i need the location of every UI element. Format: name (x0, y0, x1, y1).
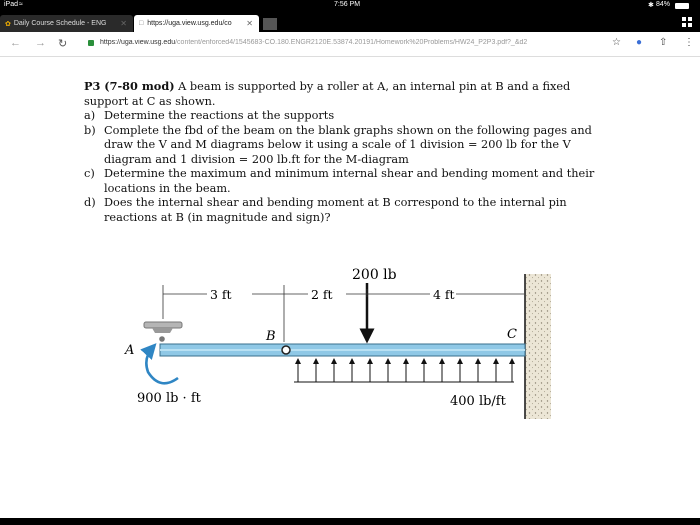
distributed-load-label: 400 lb/ft (450, 394, 506, 409)
beam-figure (0, 57, 700, 518)
pin-b (282, 346, 290, 354)
document-icon: □ (139, 20, 144, 27)
label-a: A (125, 343, 135, 358)
dim-2ft: 2 ft (311, 287, 333, 302)
problem-statement: A beam is supported by a roller at A, an internal pin at B and a fixed support at C as shown. (84, 80, 571, 108)
point-load-label: 200 lb (352, 267, 397, 283)
microphone-icon[interactable]: ● (636, 37, 643, 48)
star-icon[interactable]: ☆ (612, 37, 621, 48)
task-text: Determine the maximum and minimum internal shear and bending moment and their locations in the beam. (104, 167, 595, 195)
dim-3ft: 3 ft (210, 287, 232, 302)
tab-title: Daily Course Schedule - ENG (13, 20, 107, 27)
label-b: B (266, 329, 276, 344)
task-label: a) (84, 109, 96, 122)
tab-strip (0, 12, 700, 32)
new-tab-button[interactable] (263, 18, 277, 30)
url-field[interactable] (100, 39, 620, 46)
task-text: Complete the fbd of the beam on the blank graphs shown on the following pages and draw the V and M diagrams below it using a scale of 1 division = 200 lb for the V diagram and 1 division = 200 lb.ft for the M-diagram (104, 123, 592, 166)
problem-label: P3 (7-80 mod) (84, 79, 175, 93)
tab-daily-schedule[interactable] (0, 15, 133, 32)
battery-percent: 84% (656, 1, 671, 8)
wifi-icon: ≈ (19, 1, 23, 8)
roller-support (144, 322, 182, 328)
status-bar (0, 0, 700, 12)
close-icon[interactable]: ✕ (120, 19, 127, 28)
roller-base (152, 328, 173, 333)
distributed-load (294, 359, 514, 382)
pdf-viewport (0, 57, 700, 518)
share-icon[interactable]: ⇧ (659, 37, 668, 48)
url-domain: https://uga.view.usg.edu (100, 39, 176, 46)
task-label: c) (84, 167, 95, 180)
task-label: b) (84, 123, 96, 137)
url-path: /content/enforced4/1545683-CO.180.ENGR2120E.53874.20191/Homework%20Problems/HW24_P2P3.pdf?_&d2 (175, 39, 528, 46)
lock-icon (88, 40, 94, 46)
address-bar (0, 32, 700, 57)
forward-icon[interactable]: → (35, 37, 46, 49)
moment-label: 900 lb · ft (137, 391, 201, 406)
device-name: iPad (4, 1, 19, 8)
roller-wheel (159, 336, 165, 342)
task-text: Does the internal shear and bending moment at B correspond to the internal pin reactions at B (in magnitude and sign)? (104, 196, 567, 224)
tab-pdf[interactable] (134, 15, 259, 32)
dim-4ft: 4 ft (433, 287, 455, 302)
favicon-icon: ✿ (5, 20, 11, 28)
reload-icon[interactable]: ↻ (58, 38, 68, 50)
back-icon[interactable]: ← (10, 37, 21, 49)
task-label: d) (84, 196, 96, 209)
bottom-bar (0, 518, 700, 525)
task-text: Determine the reactions at the supports (104, 109, 335, 122)
bluetooth-icon: ✱ (648, 2, 654, 9)
menu-icon[interactable]: ⋮ (684, 37, 694, 48)
battery-icon (675, 3, 689, 9)
clock: 7:56 PM (334, 1, 361, 8)
tab-overview-icon[interactable] (682, 17, 692, 27)
close-icon[interactable]: ✕ (246, 19, 253, 28)
label-c: C (507, 327, 517, 342)
fixed-wall (525, 274, 551, 419)
tab-title: https://uga.view.usg.edu/co (147, 20, 232, 27)
